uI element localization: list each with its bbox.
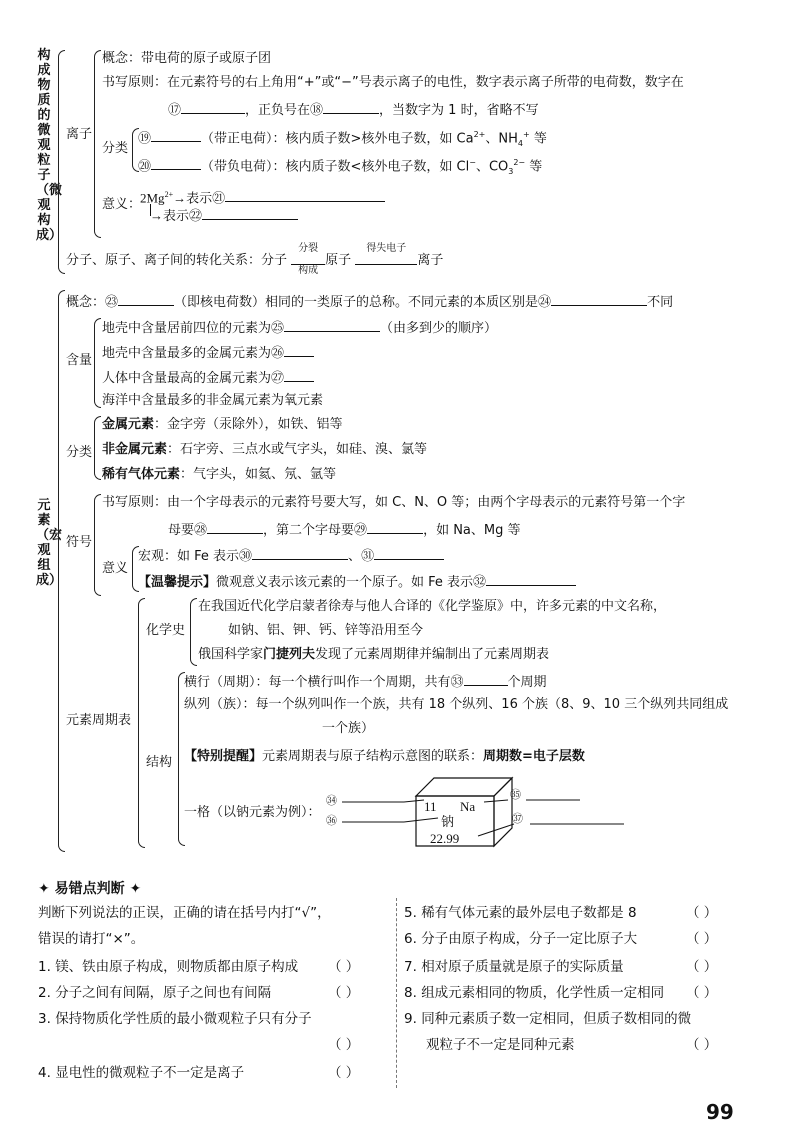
- quiz-title-deco-right: ✦: [124, 881, 142, 897]
- symbol-tip-line: [138, 572, 576, 592]
- cation-end: 等: [529, 131, 547, 147]
- brace-history: [190, 598, 197, 666]
- marker-33: ㉝: [450, 675, 464, 690]
- ion-meaning-line1: [140, 186, 385, 207]
- reminder-text: 元素周期表与原子结构示意图的联系：: [262, 749, 484, 764]
- anion-text: （带负电荷）：核内质子数<核外电子数，如 Cl: [201, 159, 470, 175]
- content-text-1: 地壳中含量居前四位的元素为: [102, 321, 272, 336]
- element-concept-line: [66, 292, 673, 312]
- q4-text: 显电性的微观粒子不一定是离子: [55, 1065, 245, 1081]
- class-label: 分类: [66, 445, 93, 460]
- quiz-title: [38, 878, 141, 898]
- marker-36: ㊱: [326, 814, 337, 827]
- class-item-3: [102, 466, 336, 484]
- tip-bold: 【温馨提示】: [138, 575, 217, 590]
- ion-concept: 概念：带电荷的原子或原子团: [102, 51, 272, 66]
- cell-label: 一格（以钠元素为例）：: [184, 805, 321, 820]
- content-item-1: [102, 318, 497, 338]
- quiz-item-8: [404, 984, 664, 1002]
- marker-17: ⑰: [168, 103, 182, 118]
- q3-num: 3.: [38, 1011, 51, 1027]
- ion-meaning-label: 意义：: [102, 197, 142, 212]
- content-item-4: 海洋中含量最多的非金属元素为氧元素: [102, 393, 324, 408]
- marker-31: ㉛: [361, 549, 375, 564]
- history-label: 化学史: [146, 623, 186, 638]
- concept-b: （即核电荷数）相同的一类原子的总称。不同元素的本质区别是: [174, 295, 539, 310]
- reminder-end: 周期数=电子层数: [483, 749, 585, 764]
- history-line2: 如钠、铝、钾、钙、锌等沿用至今: [228, 623, 424, 638]
- content-item-2: [102, 343, 314, 363]
- brace-element: [58, 290, 65, 852]
- class-text-1: ：金字旁（汞除外），如铁、铝等: [154, 417, 343, 432]
- column-line1: 纵列（族）：每一个纵列叫作一个族，共有 18 个纵列、16 个族（8、9、10 三个纵列共同组成: [184, 697, 729, 712]
- symbol-label: 符号: [66, 535, 93, 550]
- mg-sup: 2+: [164, 190, 174, 199]
- blank-27[interactable]: [284, 368, 314, 382]
- quiz-title-deco-left: ✦: [38, 881, 55, 897]
- anion-line: [138, 154, 542, 181]
- rule-text-a: ，正负号在: [245, 103, 311, 118]
- q2-text: 分子之间有间隔，原子之间也有间隔: [55, 985, 272, 1001]
- ion-writing-rule-line2: [168, 100, 539, 120]
- blank-23[interactable]: [118, 292, 174, 306]
- anion-mid: 、CO: [475, 159, 509, 175]
- section-title-micro: 构成物质的微观粒子（微观构成）: [36, 48, 63, 243]
- history-line1: 在我国近代化学启蒙者徐寿与他人合译的《化学鉴原》中，许多元素的中文名称，: [198, 599, 667, 614]
- blank-19[interactable]: [151, 128, 201, 142]
- quiz-item-3: [38, 1010, 312, 1028]
- blank-21[interactable]: [225, 188, 385, 202]
- blank-24[interactable]: [551, 292, 647, 306]
- q8-num: 8.: [404, 985, 417, 1001]
- cation-text: （带正电荷）：核内质子数>核外电子数，如 Ca: [201, 131, 474, 147]
- anion-end: 等: [525, 159, 543, 175]
- electron-arrow: [355, 243, 417, 265]
- cell-name: 钠: [441, 815, 455, 830]
- anion-sup1: −: [469, 158, 476, 167]
- q2-answer[interactable]: （ ）: [328, 985, 360, 1001]
- marker-32: ㉜: [473, 575, 487, 590]
- q7-text: 相对原子质量就是原子的实际质量: [421, 959, 624, 975]
- history-3b: 发现了元素周期律并编制出了元素周期表: [315, 647, 550, 662]
- cell-mass: 22.99: [430, 831, 460, 846]
- content-text-2: 地壳中含量最多的金属元素为: [102, 346, 272, 361]
- marker-26: ㉖: [271, 346, 285, 361]
- cell-number: 11: [424, 799, 437, 814]
- quiz-item-6: [404, 930, 637, 948]
- cation-sup2: +: [523, 130, 530, 139]
- blank-25[interactable]: [284, 318, 380, 332]
- brace-micro: [58, 50, 65, 274]
- q5-text: 稀有气体元素的最外层电子数都是 8: [421, 905, 637, 921]
- symbol-rule-a: 母要: [168, 523, 195, 538]
- class-text-3: ：气字头，如氦、氖、氩等: [180, 467, 337, 482]
- ion-writing-rule-line1: 书写原则：在元素符号的右上角用“+”或“−”号表示离子的电性，数字表示离子所带的电荷数，数字在: [102, 75, 684, 90]
- quiz-intro-line2: 错误的请打“×”。: [38, 931, 145, 947]
- q6-answer[interactable]: （ ）: [686, 931, 718, 947]
- ion-class-label: 分类: [102, 141, 129, 156]
- content-note: （由多到少的顺序）: [380, 321, 498, 336]
- marker-29: ㉙: [354, 523, 368, 538]
- marker-24: ㉔: [538, 295, 552, 310]
- anion-sup2: 2−: [513, 158, 526, 167]
- blank-28[interactable]: [207, 520, 263, 534]
- electron-bar: [355, 264, 417, 265]
- class-item-1: [102, 416, 343, 434]
- content-text-3: 人体中含量最高的金属元素为: [102, 371, 272, 386]
- blank-17[interactable]: [181, 100, 245, 114]
- split-arrow: [291, 243, 325, 276]
- marker-23: ㉓: [105, 295, 119, 310]
- q3-answer[interactable]: （ ）: [328, 1037, 360, 1053]
- marker-28: ㉘: [194, 523, 208, 538]
- marker-34: ㉞: [326, 794, 337, 807]
- history-3a: 俄国科学家: [198, 647, 264, 662]
- conversion-atom: 原子: [325, 253, 352, 268]
- cation-line: [138, 126, 547, 153]
- class-bold-1: 金属元素: [102, 417, 155, 432]
- symbol-rule-b: ，第二个字母要: [263, 523, 355, 538]
- pointer-34: [404, 800, 424, 802]
- cation-sup1: 2+: [473, 130, 486, 139]
- symbol-rule-line1: 书写原则：由一个字母表示的元素符号要大写，如 C、N、O 等；由两个字母表示的元素符号第一个字: [102, 495, 686, 510]
- q7-answer[interactable]: （ ）: [686, 959, 718, 975]
- brace-symbol: [94, 494, 101, 596]
- blank-29[interactable]: [367, 520, 423, 534]
- marker-25: ㉕: [271, 321, 285, 336]
- reminder-bold: 【特别提醒】: [184, 749, 263, 764]
- concept-c: 不同: [647, 295, 674, 310]
- q1-num: 1.: [38, 959, 51, 975]
- blank-22[interactable]: [202, 206, 298, 220]
- class-bold-2: 非金属元素: [102, 442, 168, 457]
- structure-label: 结构: [146, 755, 173, 770]
- section-title-element: 元素（宏观组成）: [36, 498, 63, 588]
- concept-a: 概念：: [66, 295, 106, 310]
- brace-content: [94, 318, 101, 408]
- q9-num: 9.: [404, 1011, 417, 1027]
- pointer-35: [484, 800, 508, 802]
- quiz-item-1: [38, 958, 298, 976]
- mg-formula: 2Mg: [140, 190, 165, 206]
- marker-37: ㊲: [512, 812, 523, 825]
- q1-text: 镁、铁由原子构成，则物质都由原子构成: [55, 959, 299, 975]
- q5-num: 5.: [404, 905, 417, 921]
- history-3-bold: 门捷列夫: [263, 647, 316, 662]
- marker-19: ⑲: [138, 131, 152, 147]
- blank-30[interactable]: [252, 546, 348, 560]
- cell-symbol: Na: [460, 799, 476, 814]
- pointer-36: [404, 818, 438, 822]
- class-item-2: [102, 441, 427, 459]
- blank-33[interactable]: [464, 672, 508, 686]
- q8-text: 组成元素相同的物质，化学性质一定相同: [421, 985, 665, 1001]
- q3-text: 保持物质化学性质的最小微观粒子只有分子: [55, 1011, 312, 1027]
- marker-18: ⑱: [310, 103, 324, 118]
- marker-30: ㉚: [239, 549, 253, 564]
- split-top: 分裂: [298, 243, 319, 254]
- q5-answer[interactable]: （ ）: [686, 905, 718, 921]
- page-number: 99: [706, 1100, 734, 1124]
- quiz-item-4: [38, 1064, 244, 1082]
- quiz-item-5: [404, 904, 637, 922]
- pointer-37: [478, 824, 514, 836]
- blank-31[interactable]: [374, 546, 444, 560]
- marker-35: ㉟: [510, 788, 521, 801]
- class-text-2: ：石字旁、三点水或气字头，如硅、溴、氯等: [167, 442, 428, 457]
- reminder-line: [184, 748, 585, 766]
- marker-27: ㉗: [271, 371, 285, 386]
- q4-answer[interactable]: （ ）: [328, 1065, 360, 1081]
- q9-answer[interactable]: （ ）: [686, 1037, 718, 1053]
- cell-top: [416, 778, 512, 796]
- quiz-item-9-cont: 观粒子不一定是同种元素: [426, 1037, 575, 1053]
- split-bottom: 构成: [298, 265, 319, 276]
- quiz-item-7: [404, 958, 624, 976]
- quiz-item-9: [404, 1010, 691, 1028]
- q1-answer[interactable]: （ ）: [328, 959, 360, 975]
- marker-22: ㉒: [189, 208, 203, 223]
- conversion-line: [66, 243, 444, 276]
- row-text-a: 横行（周期）：每一个横行叫作一个周期，共有: [184, 675, 451, 690]
- quiz-title-text: 易错点判断: [54, 881, 125, 897]
- marker-20: ⑳: [138, 159, 152, 175]
- electron-top: 得失电子: [366, 243, 407, 254]
- q7-num: 7.: [404, 959, 417, 975]
- symbol-macro-line: 宏观：如 Fe 表示㉚ 、㉛: [138, 546, 444, 566]
- meaning-arrow1: →表示: [173, 190, 213, 206]
- symbol-rule-line2: [168, 520, 521, 540]
- conversion-prefix: 分子、原子、离子间的转化关系：分子: [66, 253, 288, 268]
- symbol-rule-c: ，如 Na、Mg 等: [423, 523, 521, 538]
- quiz-intro-line1: 判断下列说法的正误，正确的请在括号内打“√”，: [38, 905, 331, 921]
- anion-sub: 3: [508, 166, 514, 176]
- q9-text: 同种元素质子数一定相同，但质子数相同的微: [421, 1011, 692, 1027]
- q2-num: 2.: [38, 985, 51, 1001]
- content-item-3: [102, 368, 314, 388]
- ion-meaning-line2: [150, 206, 298, 225]
- brace-class: [94, 416, 101, 480]
- blank-20[interactable]: [151, 156, 201, 170]
- quiz-item-2: [38, 984, 271, 1002]
- q4-num: 4.: [38, 1065, 51, 1081]
- brace-ion: [94, 50, 101, 238]
- q6-text: 分子由原子构成，分子一定比原子大: [421, 931, 638, 947]
- row-line: [184, 672, 547, 692]
- content-label: 含量: [66, 353, 93, 368]
- blank-32[interactable]: [486, 572, 576, 586]
- macro-text: 宏观：如 Fe 表示: [138, 549, 240, 564]
- conversion-ion: 离子: [417, 253, 444, 268]
- q8-answer[interactable]: （ ）: [686, 985, 718, 1001]
- periodic-label: 元素周期表: [66, 713, 132, 728]
- rule-text-b: ，当数字为 1 时，省略不写: [379, 103, 539, 118]
- brace-periodic: [138, 598, 145, 848]
- meaning-arrow2: →表示: [150, 208, 190, 223]
- cation-mid: 、NH: [485, 131, 518, 147]
- column-line2: 一个族）: [322, 721, 375, 736]
- row-text-b: 个周期: [507, 675, 547, 690]
- blank-18[interactable]: [323, 100, 379, 114]
- blank-26[interactable]: [284, 343, 314, 357]
- symbol-meaning-label: 意义: [102, 561, 129, 576]
- marker-21: ㉑: [212, 190, 226, 206]
- cation-sub: 4: [517, 138, 523, 148]
- tip-text: 微观意义表示该元素的一个原子。如 Fe 表示: [216, 575, 474, 590]
- history-line3: [198, 646, 549, 664]
- quiz-divider: [396, 898, 398, 1088]
- ion-label: 离子: [66, 127, 93, 142]
- class-bold-3: 稀有气体元素: [102, 467, 181, 482]
- q6-num: 6.: [404, 931, 417, 947]
